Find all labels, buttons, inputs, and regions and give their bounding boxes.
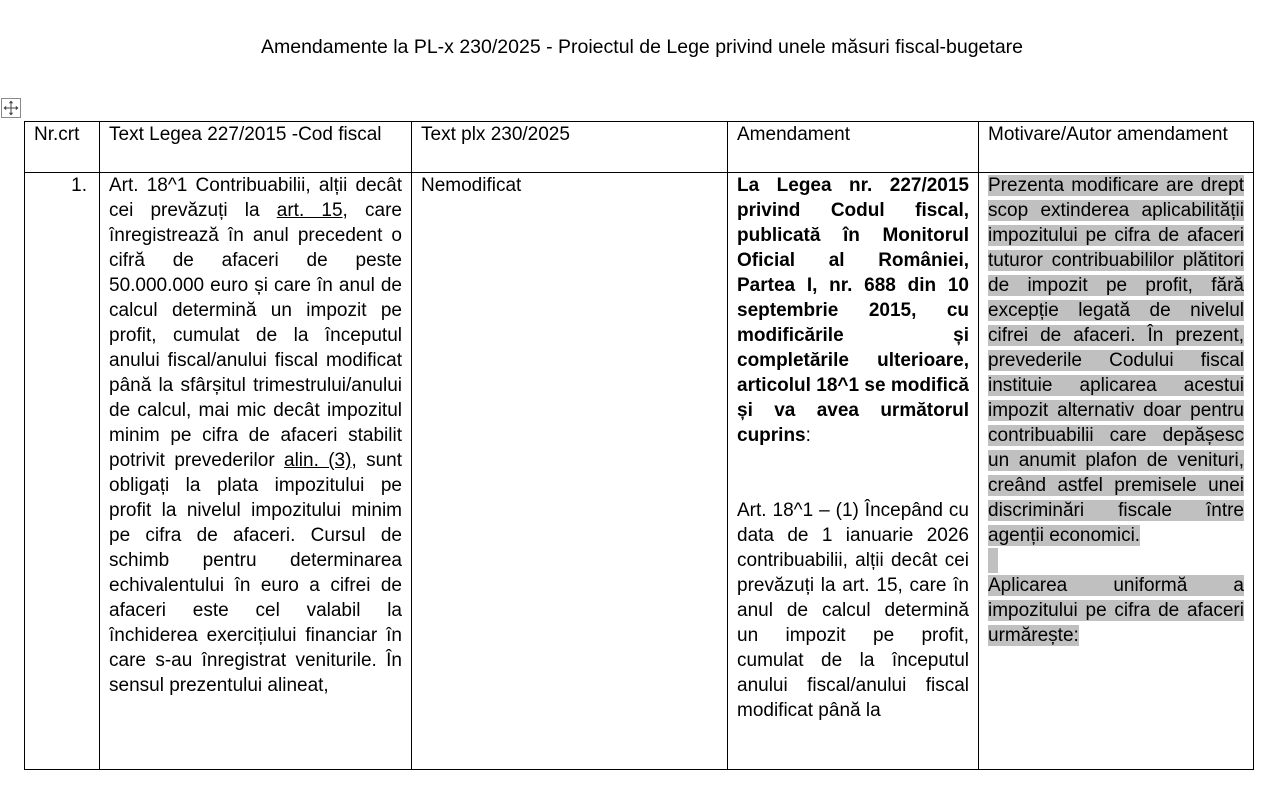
highlight-gap (988, 548, 1244, 573)
cell-motivare (979, 173, 1254, 770)
table-move-handle[interactable] (1, 98, 21, 118)
header-amendament: Amendament (728, 122, 979, 173)
motivare-paragraph-2: Aplicarea uniformă a impozitului pe cifra de afaceri urmărește: (988, 575, 1244, 646)
table-row (25, 173, 1254, 770)
header-nr: Nr.crt (25, 122, 100, 173)
row-number: 1. (25, 173, 100, 770)
header-plx: Text plx 230/2025 (412, 122, 728, 173)
table-header-row (25, 122, 1254, 173)
cell-plx-text: Nemodificat (412, 173, 728, 770)
legea-text-part1: Art. 18^1 Contribuabilii, alții decât cei prevăzuți la (109, 175, 402, 221)
legea-text-part2: , care înregistrează în anul precedent o cifră de afaceri de peste 50.000.000 euro și care în anul de calcul determină un impozit pe profit, cumulat de la începutul anului fiscal/anului fiscal modificat până la sfârșitul trimestrului/anului de calcul, mai mic decât impozitul minim pe cifra de afaceri stabilit potrivit prevederilor (109, 200, 402, 471)
move-arrows-icon (3, 100, 19, 116)
page-title: Amendamente la PL-x 230/2025 - Proiectul de Lege privind unele măsuri fiscal-bugetare (260, 36, 1024, 58)
cell-amendament (728, 173, 979, 770)
link-art-15[interactable]: art. 15 (276, 200, 343, 221)
header-legea: Text Legea 227/2015 -Cod fiscal (100, 122, 412, 173)
amendments-table (24, 121, 1254, 770)
header-motivare: Motivare/Autor amendament (979, 122, 1254, 173)
amendament-intro: La Legea nr. 227/2015 privind Codul fiscal, publicată în Monitorul Oficial al României, Partea I, nr. 688 din 10 septembrie 2015, cu modificările și completările ulterioare, articolul 18^1 se modifică și va avea următorul cuprins: (737, 175, 969, 446)
legea-text-part3: , sunt obligați la plata impozitului pe profit la nivelul impozitului minim pe cifra de afaceri. Cursul de schimb pentru determinarea echivalentului în euro a cifrei de afaceri este cel valabil la închiderea exercițiului financiar în care s-au înregistrat veniturile. În sensul prezentului alineat, (109, 450, 402, 696)
amendament-article-text: Art. 18^1 – (1) Începând cu data de 1 ianuarie 2026 contribuabilii, alții decât cei prevăzuți la art. 15, care în anul de calcul determină un impozit pe profit, cumulat de la începutul anului fiscal/anului fiscal modificat până la (737, 500, 969, 721)
link-alin-3[interactable]: alin. (3) (284, 450, 352, 471)
cell-legea-text (100, 173, 412, 770)
motivare-paragraph-1: Prezenta modificare are drept scop extinderea aplicabilității impozitului pe cifra de afaceri tuturor contribuabililor plătitori de impozit pe profit, fără excepție legată de nivelul cifrei de afaceri. În prezent, prevederile Codului fiscal instituie aplicarea acestui impozit alternativ doar pentru contribuabilii care depășesc un anumit plafon de venituri, creând astfel premisele unei discriminări fiscale între agenții economici. (988, 175, 1244, 546)
